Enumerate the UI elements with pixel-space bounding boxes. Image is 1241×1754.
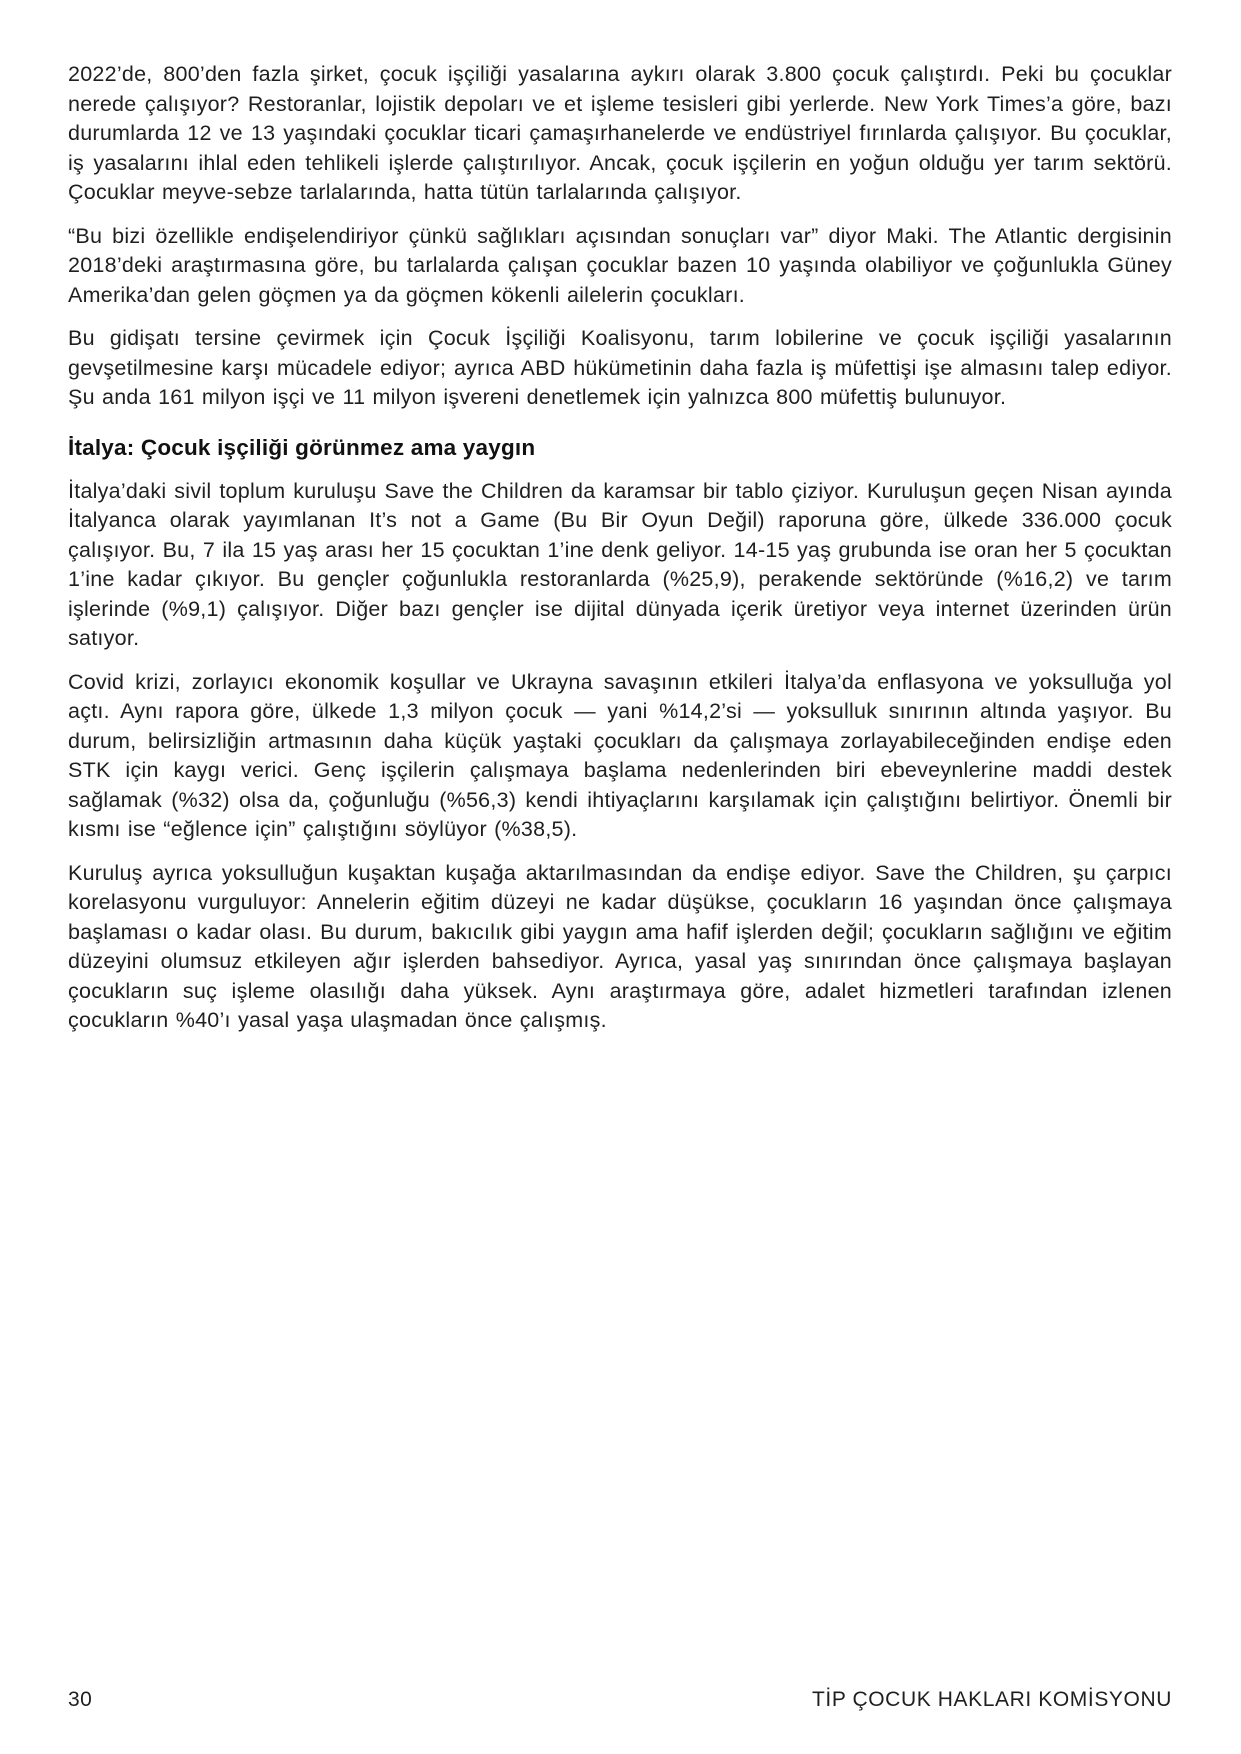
page-number: 30 <box>68 1688 93 1711</box>
paragraph-generational-poverty: Kuruluş ayrıca yoksulluğun kuşaktan kuşağa aktarılmasından da endişe ediyor. Save the Children, şu çarpıcı korelasyonu vurguluyor: Annelerin eğitim düzeyi ne kadar düşükse, çocukların 16 yaşından önce çalışmaya başlaması o kadar olası. Bu durum, bakıcılık gibi yaygın ama hafif işlerden değil; çocukların sağlığını ve eğitim düzeyini olumsuz etkileyen ağır işlerden bahsediyor. Ayrıca, yasal yaş sınırından önce çalışmaya başlayan çocukların suç işleme olasılığı daha yüksek. Aynı araştırmaya göre, adalet hizmetleri tarafından izlenen çocukların %40’ı yasal yaşa ulaşmadan önce çalışmış. <box>68 860 1172 1032</box>
paragraph-save-the-children-report: İtalya’daki sivil toplum kuruluşu Save the Children da karamsar bir tablo çiziyor. Kuruluşun geçen Nisan ayında İtalyanca olarak yayımlanan It’s not a Game (Bu Bir Oyun Değil) raporuna göre, ülkede 336.000 çocuk çalışıyor. Bu, 7 ila 15 yaş arası her 15 çocuktan 1’ine denk geliyor. 14-15 yaş grubunda ise oran her 5 çocuktan 1’ine kadar çıkıyor. Bu gençler çoğunlukla restoranlarda (%25,9), perakende sektöründe (%16,2) ve tarım işlerinde (%9,1) çalışıyor. Diğer bazı gençler ise dijital dünyada içerik üretiyor veya internet üzerinden ürün satıyor. <box>68 478 1172 650</box>
paragraph-coalition: Bu gidişatı tersine çevirmek için Çocuk İşçiliği Koalisyonu, tarım lobilerine ve çocuk işçiliği yasalarının gevşetilmesine karşı mücadele ediyor; ayrıca ABD hükümetinin daha fazla iş müfettişi işe almasını talep ediyor. Şu anda 161 milyon işçi ve 11 milyon işvereni denetlemek için yalnızca 800 müfettiş bulunuyor. <box>68 326 1172 409</box>
paragraph-maki-quote: “Bu bizi özellikle endişelendiriyor çünkü sağlıkları açısından sonuçları var” diyor Maki. The Atlantic dergisinin 2018’deki araştırmasına göre, bu tarlalarda çalışan çocuklar bazen 10 yaşında olabiliyor ve çoğunlukla Güney Amerika’dan gelen göçmen ya da göçmen kökenli ailelerin çocukları. <box>68 223 1172 307</box>
paragraph-covid-poverty: Covid krizi, zorlayıcı ekonomik koşullar ve Ukrayna savaşının etkileri İtalya’da enflasyona ve yoksulluğa yol açtı. Aynı rapora göre, ülkede 1,3 milyon çocuk — yani %14,2’si — yoksulluk sınırının altında yaşıyor. Bu durum, belirsizliğin artmasının daha küçük yaştaki çocukları da çalışmaya zorlayabileceğinden endişe eden STK için kaygı verici. Genç işçilerin çalışmaya başlama nedenlerinden biri ebeveynlerine maddi destek sağlamak (%32) olsa da, çoğunluğu (%56,3) kendi ihtiyaçlarını karşılamak için çalıştığını belirtiyor. Önemli bir kısmı ise “eğlence için” çalıştığını söylüyor (%38,5). <box>68 669 1172 841</box>
paragraph-us-child-labor: 2022’de, 800’den fazla şirket, çocuk işçiliği yasalarına aykırı olarak 3.800 çocuk çalıştırdı. Peki bu çocuklar nerede çalışıyor? Restoranlar, lojistik depoları ve et işleme tesisleri gibi yerlerde. New York Times’a göre, bazı durumlarda 12 ve 13 yaşındaki çocuklar ticari çamaşırhanelerde ve endüstriyel fırınlarda çalışıyor. Bu çocuklar, iş yasalarını ihlal eden tehlikeli işlerde çalıştırılıyor. Ancak, çocuk işçilerin en yoğun olduğu yer tarım sektörü. Çocuklar meyve-sebze tarlalarında, hatta tütün tarlalarında çalışıyor. <box>68 62 1172 204</box>
footer-committee-name: TİP ÇOCUK HAKLARI KOMİSYONU <box>811 1688 1172 1711</box>
page-footer <box>68 1688 1172 1712</box>
section-heading-italy: İtalya: Çocuk işçiliği görünmez ama yaygın <box>68 434 536 460</box>
